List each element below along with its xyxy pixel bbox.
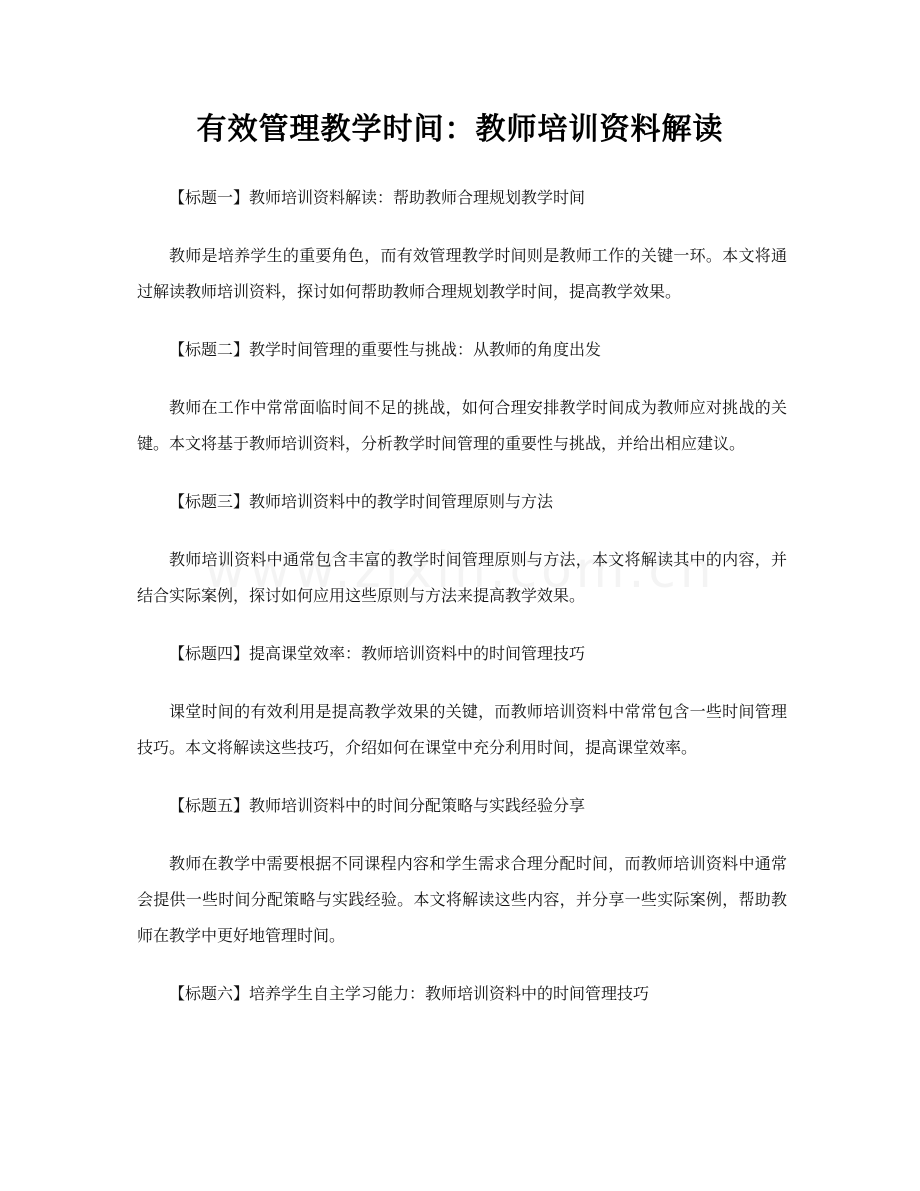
document-body — [137, 180, 787, 1034]
section-paragraph-1: 教师是培养学生的重要角色，而有效管理教学时间则是教师工作的关键一环。本文将通过解读教师培训资料，探讨如何帮助教师合理规划教学时间，提高教学效果。 — [137, 246, 787, 301]
section-paragraph-3: 教师培训资料中通常包含丰富的教学时间管理原则与方法，本文将解读其中的内容，并结合实际案例，探讨如何应用这些原则与方法来提高教学效果。 — [137, 550, 787, 605]
section-heading-1: 【标题一】教师培训资料解读：帮助教师合理规划教学时间 — [169, 188, 586, 207]
section-heading-5: 【标题五】教师培训资料中的时间分配策略与实践经验分享 — [169, 796, 586, 815]
section-paragraph-5: 教师在教学中需要根据不同课程内容和学生需求合理分配时间，而教师培训资料中通常会提供一些时间分配策略与实践经验。本文将解读这些内容，并分享一些实际案例，帮助教师在教学中更好地管理时间。 — [137, 854, 787, 945]
section-heading-3: 【标题三】教师培训资料中的教学时间管理原则与方法 — [169, 492, 554, 511]
section-heading-4: 【标题四】提高课堂效率：教师培训资料中的时间管理技巧 — [169, 644, 586, 663]
section-paragraph-2: 教师在工作中常常面临时间不足的挑战，如何合理安排教学时间成为教师应对挑战的关键。本文将基于教师培训资料，分析教学时间管理的重要性与挑战，并给出相应建议。 — [137, 398, 787, 453]
section-heading-6: 【标题六】培养学生自主学习能力：教师培训资料中的时间管理技巧 — [169, 984, 650, 1003]
section-paragraph-4: 课堂时间的有效利用是提高教学效果的关键，而教师培训资料中常常包含一些时间管理技巧。本文将解读这些技巧，介绍如何在课堂中充分利用时间，提高课堂效率。 — [137, 702, 787, 757]
document-title: 有效管理教学时间：教师培训资料解读 — [196, 112, 724, 147]
section-heading-2: 【标题二】教学时间管理的重要性与挑战：从教师的角度出发 — [169, 340, 602, 359]
